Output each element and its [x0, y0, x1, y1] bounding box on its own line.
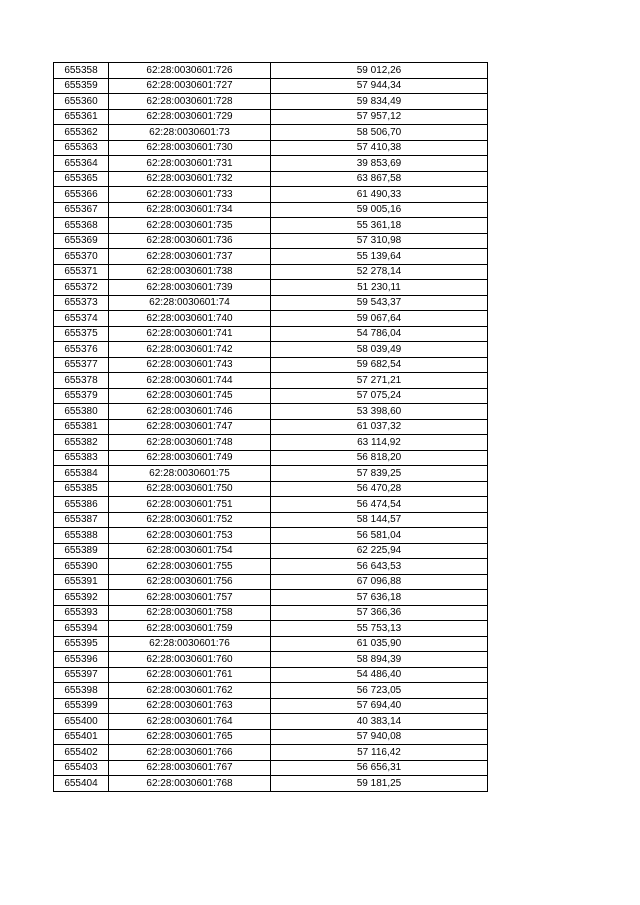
cadastral-number-cell: 62:28:0030601:762 [109, 683, 271, 699]
row-id-cell: 655377 [54, 357, 109, 373]
cadastral-number-cell: 62:28:0030601:764 [109, 714, 271, 730]
cadastral-number-cell: 62:28:0030601:768 [109, 776, 271, 792]
table-row [54, 590, 488, 606]
value-cell: 40 383,14 [271, 714, 488, 730]
value-cell: 56 474,54 [271, 497, 488, 513]
table-row [54, 466, 488, 482]
row-id-cell: 655394 [54, 621, 109, 637]
value-cell: 57 075,24 [271, 388, 488, 404]
cadastral-number-cell: 62:28:0030601:729 [109, 109, 271, 125]
cadastral-number-cell: 62:28:0030601:727 [109, 78, 271, 94]
cadastral-number-cell: 62:28:0030601:758 [109, 605, 271, 621]
table-row [54, 450, 488, 466]
cadastral-number-cell: 62:28:0030601:732 [109, 171, 271, 187]
cadastral-number-cell: 62:28:0030601:726 [109, 63, 271, 79]
table-row [54, 280, 488, 296]
value-cell: 59 067,64 [271, 311, 488, 327]
cadastral-number-cell: 62:28:0030601:75 [109, 466, 271, 482]
table-row [54, 171, 488, 187]
value-cell: 57 116,42 [271, 745, 488, 761]
row-id-cell: 655362 [54, 125, 109, 141]
cadastral-number-cell: 62:28:0030601:76 [109, 636, 271, 652]
row-id-cell: 655381 [54, 419, 109, 435]
table-row [54, 326, 488, 342]
table-row [54, 94, 488, 110]
table-row [54, 667, 488, 683]
cadastral-number-cell: 62:28:0030601:738 [109, 264, 271, 280]
table-row [54, 621, 488, 637]
row-id-cell: 655367 [54, 202, 109, 218]
value-cell: 56 818,20 [271, 450, 488, 466]
value-cell: 55 361,18 [271, 218, 488, 234]
cadastral-number-cell: 62:28:0030601:755 [109, 559, 271, 575]
value-cell: 57 636,18 [271, 590, 488, 606]
cadastral-number-cell: 62:28:0030601:765 [109, 729, 271, 745]
value-cell: 57 940,08 [271, 729, 488, 745]
table-row [54, 140, 488, 156]
cadastral-number-cell: 62:28:0030601:73 [109, 125, 271, 141]
row-id-cell: 655386 [54, 497, 109, 513]
table-row [54, 373, 488, 389]
row-id-cell: 655374 [54, 311, 109, 327]
row-id-cell: 655396 [54, 652, 109, 668]
value-cell: 61 490,33 [271, 187, 488, 203]
table-row [54, 249, 488, 265]
cadastral-number-cell: 62:28:0030601:741 [109, 326, 271, 342]
table-row [54, 528, 488, 544]
row-id-cell: 655383 [54, 450, 109, 466]
row-id-cell: 655403 [54, 760, 109, 776]
value-cell: 52 278,14 [271, 264, 488, 280]
table-row [54, 605, 488, 621]
cadastral-number-cell: 62:28:0030601:753 [109, 528, 271, 544]
row-id-cell: 655358 [54, 63, 109, 79]
row-id-cell: 655379 [54, 388, 109, 404]
cadastral-number-cell: 62:28:0030601:756 [109, 574, 271, 590]
table-row [54, 776, 488, 792]
cadastral-number-cell: 62:28:0030601:737 [109, 249, 271, 265]
row-id-cell: 655402 [54, 745, 109, 761]
table-row [54, 419, 488, 435]
table-row [54, 729, 488, 745]
table-row [54, 497, 488, 513]
row-id-cell: 655399 [54, 698, 109, 714]
row-id-cell: 655398 [54, 683, 109, 699]
row-id-cell: 655359 [54, 78, 109, 94]
table-row [54, 125, 488, 141]
cadastral-number-cell: 62:28:0030601:747 [109, 419, 271, 435]
row-id-cell: 655401 [54, 729, 109, 745]
cadastral-number-cell: 62:28:0030601:748 [109, 435, 271, 451]
row-id-cell: 655365 [54, 171, 109, 187]
value-cell: 54 486,40 [271, 667, 488, 683]
table-row [54, 512, 488, 528]
row-id-cell: 655373 [54, 295, 109, 311]
value-cell: 57 944,34 [271, 78, 488, 94]
cadastral-number-cell: 62:28:0030601:734 [109, 202, 271, 218]
cadastral-number-cell: 62:28:0030601:761 [109, 667, 271, 683]
value-cell: 59 543,37 [271, 295, 488, 311]
value-cell: 56 643,53 [271, 559, 488, 575]
table-row [54, 264, 488, 280]
row-id-cell: 655387 [54, 512, 109, 528]
value-cell: 39 853,69 [271, 156, 488, 172]
cadastral-number-cell: 62:28:0030601:743 [109, 357, 271, 373]
value-cell: 55 139,64 [271, 249, 488, 265]
cadastral-number-cell: 62:28:0030601:730 [109, 140, 271, 156]
value-cell: 59 005,16 [271, 202, 488, 218]
table-row [54, 202, 488, 218]
value-cell: 63 867,58 [271, 171, 488, 187]
cadastral-number-cell: 62:28:0030601:760 [109, 652, 271, 668]
table-row [54, 218, 488, 234]
table-row [54, 636, 488, 652]
row-id-cell: 655385 [54, 481, 109, 497]
value-cell: 56 581,04 [271, 528, 488, 544]
row-id-cell: 655369 [54, 233, 109, 249]
table-row [54, 404, 488, 420]
row-id-cell: 655372 [54, 280, 109, 296]
value-cell: 57 310,98 [271, 233, 488, 249]
value-cell: 56 656,31 [271, 760, 488, 776]
value-cell: 58 144,57 [271, 512, 488, 528]
value-cell: 55 753,13 [271, 621, 488, 637]
value-cell: 58 894,39 [271, 652, 488, 668]
cadastral-number-cell: 62:28:0030601:749 [109, 450, 271, 466]
table-row [54, 698, 488, 714]
table-row [54, 683, 488, 699]
table-row [54, 388, 488, 404]
cadastral-number-cell: 62:28:0030601:763 [109, 698, 271, 714]
row-id-cell: 655397 [54, 667, 109, 683]
row-id-cell: 655360 [54, 94, 109, 110]
cadastral-number-cell: 62:28:0030601:766 [109, 745, 271, 761]
table-row [54, 543, 488, 559]
cadastral-value-table [53, 62, 488, 792]
cadastral-number-cell: 62:28:0030601:736 [109, 233, 271, 249]
row-id-cell: 655388 [54, 528, 109, 544]
row-id-cell: 655378 [54, 373, 109, 389]
row-id-cell: 655364 [54, 156, 109, 172]
table-row [54, 109, 488, 125]
row-id-cell: 655390 [54, 559, 109, 575]
value-cell: 59 682,54 [271, 357, 488, 373]
value-cell: 51 230,11 [271, 280, 488, 296]
value-cell: 57 957,12 [271, 109, 488, 125]
value-cell: 59 181,25 [271, 776, 488, 792]
cadastral-number-cell: 62:28:0030601:757 [109, 590, 271, 606]
table-row [54, 233, 488, 249]
cadastral-number-cell: 62:28:0030601:731 [109, 156, 271, 172]
cadastral-number-cell: 62:28:0030601:746 [109, 404, 271, 420]
row-id-cell: 655404 [54, 776, 109, 792]
table-row [54, 435, 488, 451]
value-cell: 56 470,28 [271, 481, 488, 497]
value-cell: 58 039,49 [271, 342, 488, 358]
value-cell: 54 786,04 [271, 326, 488, 342]
value-cell: 58 506,70 [271, 125, 488, 141]
cadastral-number-cell: 62:28:0030601:74 [109, 295, 271, 311]
cadastral-number-cell: 62:28:0030601:744 [109, 373, 271, 389]
table-row [54, 63, 488, 79]
row-id-cell: 655393 [54, 605, 109, 621]
value-cell: 57 839,25 [271, 466, 488, 482]
cadastral-number-cell: 62:28:0030601:767 [109, 760, 271, 776]
row-id-cell: 655363 [54, 140, 109, 156]
value-cell: 63 114,92 [271, 435, 488, 451]
value-cell: 57 271,21 [271, 373, 488, 389]
cadastral-number-cell: 62:28:0030601:745 [109, 388, 271, 404]
value-cell: 57 366,36 [271, 605, 488, 621]
table-row [54, 574, 488, 590]
table-row [54, 745, 488, 761]
value-cell: 62 225,94 [271, 543, 488, 559]
cadastral-number-cell: 62:28:0030601:751 [109, 497, 271, 513]
table-row [54, 559, 488, 575]
cadastral-number-cell: 62:28:0030601:740 [109, 311, 271, 327]
value-cell: 61 037,32 [271, 419, 488, 435]
row-id-cell: 655382 [54, 435, 109, 451]
row-id-cell: 655380 [54, 404, 109, 420]
row-id-cell: 655376 [54, 342, 109, 358]
cadastral-number-cell: 62:28:0030601:750 [109, 481, 271, 497]
cadastral-number-cell: 62:28:0030601:733 [109, 187, 271, 203]
cadastral-number-cell: 62:28:0030601:754 [109, 543, 271, 559]
value-cell: 59 012,26 [271, 63, 488, 79]
table-row [54, 295, 488, 311]
value-cell: 53 398,60 [271, 404, 488, 420]
value-cell: 61 035,90 [271, 636, 488, 652]
value-cell: 57 694,40 [271, 698, 488, 714]
cadastral-number-cell: 62:28:0030601:742 [109, 342, 271, 358]
cadastral-number-cell: 62:28:0030601:759 [109, 621, 271, 637]
row-id-cell: 655361 [54, 109, 109, 125]
row-id-cell: 655366 [54, 187, 109, 203]
table-row [54, 760, 488, 776]
row-id-cell: 655400 [54, 714, 109, 730]
row-id-cell: 655395 [54, 636, 109, 652]
row-id-cell: 655375 [54, 326, 109, 342]
table-row [54, 311, 488, 327]
row-id-cell: 655392 [54, 590, 109, 606]
row-id-cell: 655389 [54, 543, 109, 559]
row-id-cell: 655370 [54, 249, 109, 265]
value-cell: 56 723,05 [271, 683, 488, 699]
value-cell: 57 410,38 [271, 140, 488, 156]
value-cell: 67 096,88 [271, 574, 488, 590]
cadastral-number-cell: 62:28:0030601:752 [109, 512, 271, 528]
table-row [54, 342, 488, 358]
value-cell: 59 834,49 [271, 94, 488, 110]
row-id-cell: 655391 [54, 574, 109, 590]
row-id-cell: 655371 [54, 264, 109, 280]
table-row [54, 78, 488, 94]
table-row [54, 156, 488, 172]
table-row [54, 714, 488, 730]
cadastral-number-cell: 62:28:0030601:728 [109, 94, 271, 110]
table-row [54, 652, 488, 668]
table-body [54, 63, 488, 792]
table-row [54, 357, 488, 373]
cadastral-number-cell: 62:28:0030601:735 [109, 218, 271, 234]
row-id-cell: 655368 [54, 218, 109, 234]
cadastral-number-cell: 62:28:0030601:739 [109, 280, 271, 296]
row-id-cell: 655384 [54, 466, 109, 482]
table-row [54, 187, 488, 203]
table-row [54, 481, 488, 497]
